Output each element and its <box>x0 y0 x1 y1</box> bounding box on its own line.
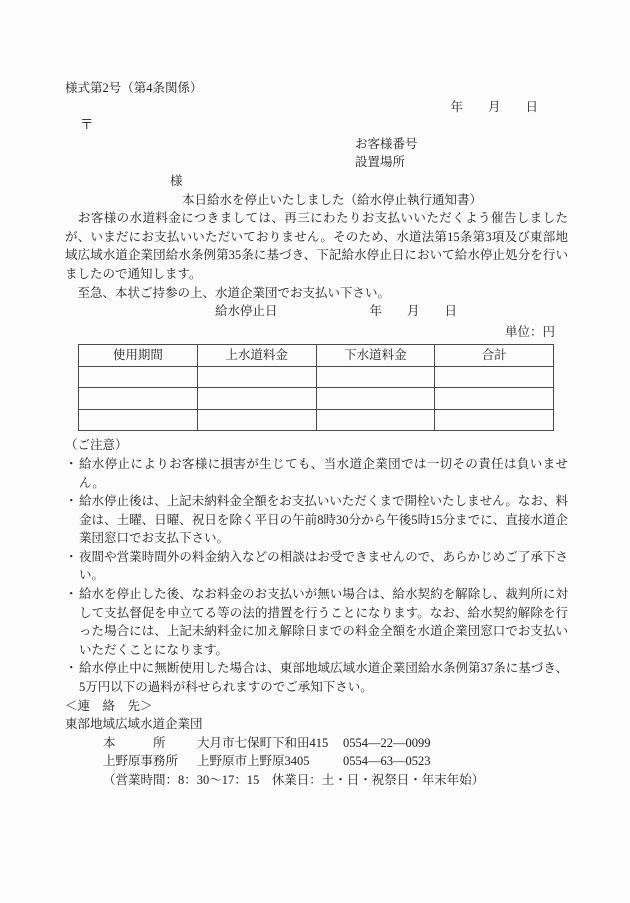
stop-date-label: 給水停止日 <box>215 304 278 319</box>
table-row <box>79 409 554 431</box>
addressee-suffix: 様 <box>170 173 183 188</box>
stop-date-gap <box>278 302 370 321</box>
col-sewer-charge: 下水道料金 <box>316 345 435 367</box>
office-address: 上野原市上野原3405 <box>197 754 310 769</box>
document-title: 本日給水を停止いたしました（給水停止執行通知書） <box>182 192 483 207</box>
form-number: 様式第2号（第4条関係） <box>65 81 203 95</box>
urgent-line: 至急、本状ご持参の上、水道企業団でお支払い下さい。 <box>65 285 391 300</box>
bullet-marker: ・ <box>65 549 78 564</box>
cell-usage-period <box>79 388 198 410</box>
note-text: 夜間や営業時間外の料金納入などの相談はお受できませんので、あらかじめご了承下さい。 <box>79 549 568 583</box>
note-text: 給水を停止した後、なお料金のお支払いが無い場合は、給水契約を解除し、裁判所に対して支払督促を申立てる等の法的措置を行うことになります。なお、給水契約解除を行った場合には、上記未納料金に加え解除日までの料金全額を水道企業団窓口でお支払いいただくことになります。 <box>79 587 568 657</box>
bullet-marker: ・ <box>65 456 78 471</box>
note-item <box>65 548 568 585</box>
cell-sewer-charge <box>316 409 435 431</box>
business-hours: （営業時間：8：30～17：15 休業日：土・日・祝祭日・年末年始） <box>103 773 485 787</box>
cell-total <box>435 388 554 410</box>
col-total: 合計 <box>435 345 554 367</box>
charges-header-row <box>79 345 554 367</box>
issue-date-line: 年 月 日 <box>450 99 538 114</box>
office-phone: 0554—22—0099 <box>343 735 431 750</box>
cell-usage-period <box>79 409 198 431</box>
office-name: 上野原事務所 <box>103 754 179 769</box>
office-phone: 0554—63—0523 <box>343 754 431 769</box>
contact-organization: 東部地域広域水道企業団 <box>65 717 203 732</box>
col-water-charge: 上水道料金 <box>197 345 316 367</box>
note-item <box>65 492 568 548</box>
office-name: 本 所 <box>103 735 166 750</box>
charges-table <box>78 344 554 431</box>
table-row <box>79 366 554 388</box>
office-row <box>65 752 568 771</box>
cell-water-charge <box>197 409 316 431</box>
cell-total <box>435 409 554 431</box>
cell-sewer-charge <box>316 366 435 388</box>
unit-label: 単位：円 <box>504 324 555 339</box>
customer-number-label: お客様番号 <box>355 136 418 151</box>
cell-usage-period <box>79 366 198 388</box>
stop-date-line <box>65 302 568 321</box>
note-item <box>65 455 568 492</box>
postal-mark: 〒 <box>80 117 94 133</box>
note-text: 給水停止によりお客様に損害が生じても、当水道企業団では一切その責任は負いません。 <box>79 456 568 490</box>
table-row <box>79 388 554 410</box>
office-address: 大月市七保町下和田415 <box>197 735 329 750</box>
cell-sewer-charge <box>316 388 435 410</box>
cell-total <box>435 366 554 388</box>
office-row <box>65 734 568 753</box>
bullet-marker: ・ <box>65 587 78 602</box>
contact-heading: ＜連 絡 先＞ <box>65 698 153 713</box>
note-item <box>65 585 568 659</box>
col-usage-period: 使用期間 <box>79 345 198 367</box>
cell-water-charge <box>197 366 316 388</box>
bullet-marker: ・ <box>65 661 78 676</box>
stop-date-value: 年 月 日 <box>369 304 458 319</box>
note-item <box>65 659 568 696</box>
bullet-marker: ・ <box>65 494 78 509</box>
note-text: 給水停止中に無断使用した場合は、東部地域広域水道企業団給水条例第37条に基づき、5万円以下の過料が科せられますのでご承知下さい。 <box>79 661 568 695</box>
body-paragraph: お客様の水道料金につきましては、再三にわたりお支払いいただくよう催告しましたが、いまだにお支払いいただいておりません。そのため、水道法第15条第3項及び東部地域広域水道企業団給水条例第35条に基づき、下記給水停止日において給水停止処分を行いましたので通知します。 <box>65 211 568 281</box>
installation-location-label: 設置場所 <box>355 155 406 170</box>
note-text: 給水停止後は、上記未納料金全額をお支払いいただくまで開栓いたしません。なお、料金は、土曜、日曜、祝日を除く平日の午前8時30分から午後5時15分までに、直接水道企業団窓口でお支払下さい。 <box>79 494 568 546</box>
cell-water-charge <box>197 388 316 410</box>
notes-title: （ご注意） <box>65 438 128 453</box>
